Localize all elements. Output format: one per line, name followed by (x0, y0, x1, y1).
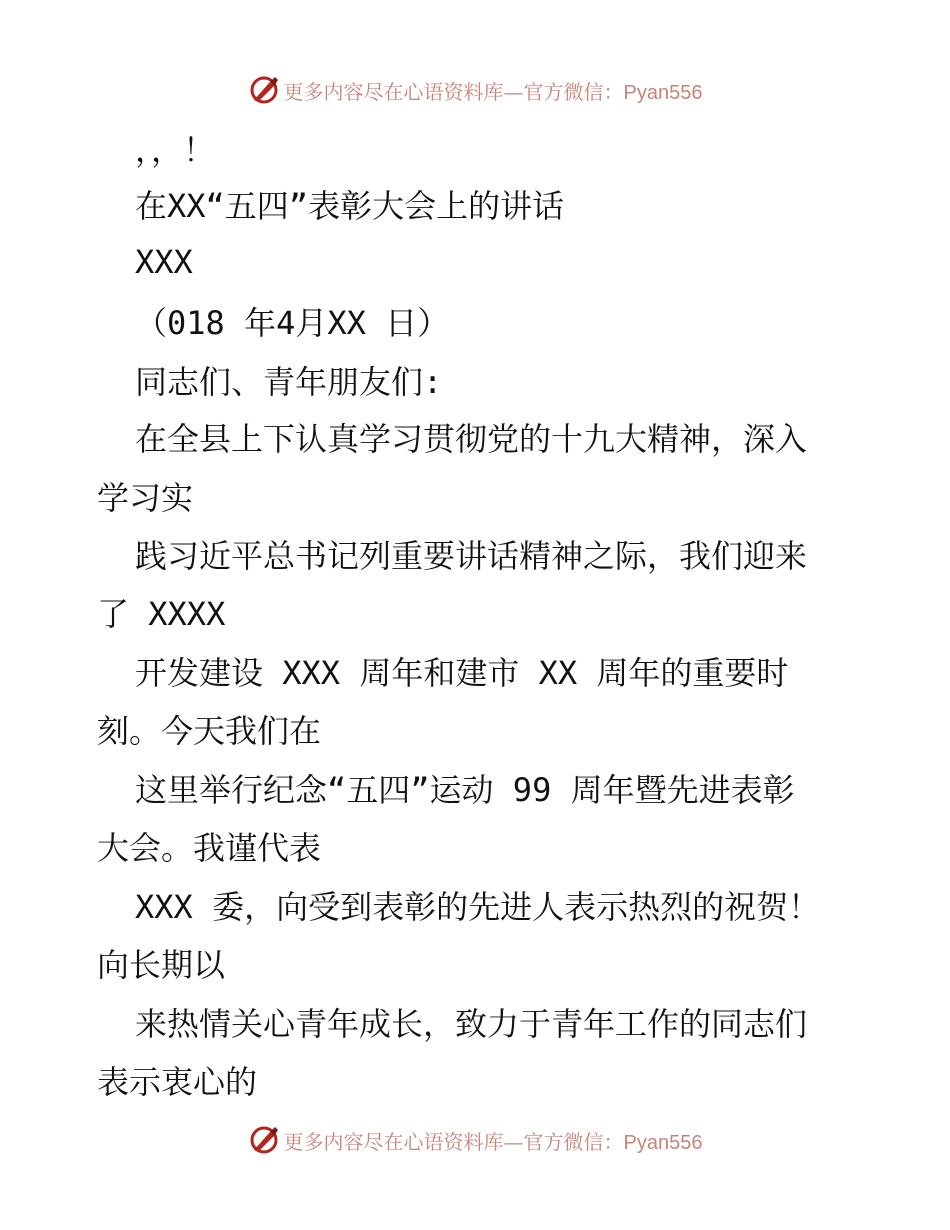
footer-banner (0, 1120, 950, 1160)
doc-line-17: 表示衷心的 (97, 1063, 258, 1101)
doc-author: XXX (135, 243, 193, 281)
doc-salutation: 同志们、青年朋友们: (135, 363, 443, 401)
footer-banner-text (284, 1126, 703, 1155)
doc-line-8: 践习近平总书记列重要讲话精神之际，我们迎来 (135, 537, 808, 575)
footer-wechat-id: Pyan556 (623, 1131, 703, 1154)
header-site-text: 更多内容尽在心语资料库—官方微信： (283, 79, 624, 104)
doc-line-12: 这里举行纪念“五四”运动 99 周年暨先进表彰 (135, 771, 795, 809)
doc-line-13: 大会。我谨代表 (97, 829, 322, 867)
header-wechat-id: Pyan556 (623, 81, 703, 104)
doc-line-14: XXX 委，向受到表彰的先进人表示热烈的祝贺！ (135, 888, 821, 926)
footer-site-text: 更多内容尽在心语资料库—官方微信： (283, 1129, 624, 1154)
doc-title: 在XX“五四”表彰大会上的讲话 (135, 187, 565, 225)
doc-line-16: 来热情关心青年成长，致力于青年工作的同志们 (135, 1005, 808, 1043)
pen-logo-icon (248, 1124, 280, 1156)
header-banner (0, 70, 950, 110)
doc-line-15: 向长期以 (97, 946, 226, 984)
doc-line-9: 了 XXXX (97, 595, 226, 633)
doc-line-10: 开发建设 XXX 周年和建市 XX 周年的重要时 (135, 654, 789, 692)
pen-logo-icon (248, 74, 280, 106)
header-banner-text (284, 76, 703, 105)
doc-line-1: ，，！ (135, 131, 216, 169)
doc-line-6: 在全县上下认真学习贯彻党的十九大精神，深入 (135, 420, 808, 458)
doc-line-11: 刻。今天我们在 (97, 712, 322, 750)
doc-date: （018 年4月XX 日） (135, 304, 450, 342)
doc-line-7: 学习实 (97, 479, 194, 517)
